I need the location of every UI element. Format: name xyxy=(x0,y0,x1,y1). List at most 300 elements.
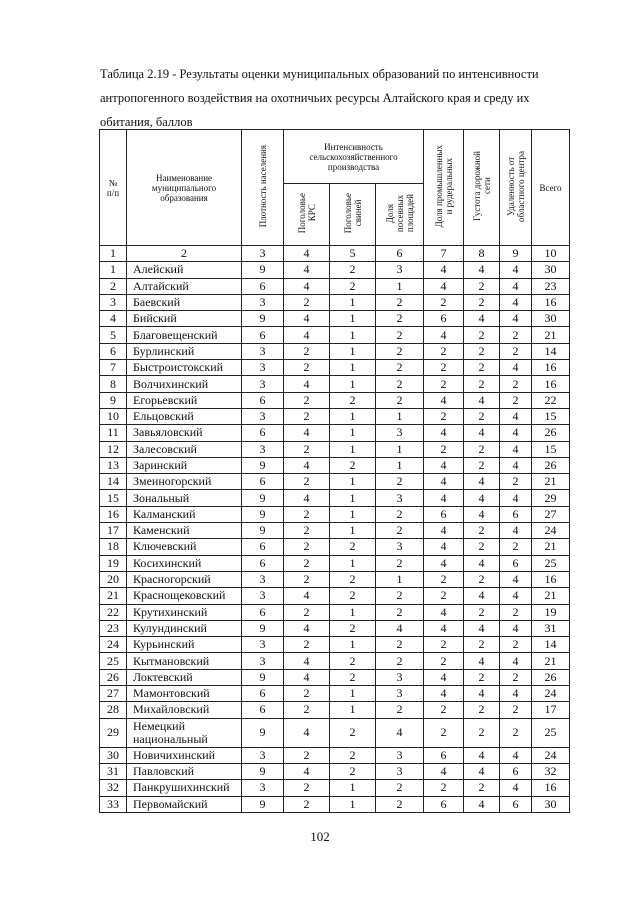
table-cell: 1 xyxy=(330,780,376,796)
table-cell: 24 xyxy=(532,747,570,763)
table-cell: 2 xyxy=(330,278,376,294)
column-numbers-row xyxy=(100,246,570,262)
header-sown: Доля посевных площадей xyxy=(376,184,424,246)
table-cell: 1 xyxy=(330,604,376,620)
table-row xyxy=(100,376,570,392)
table-cell: 1 xyxy=(330,294,376,310)
table-cell: 1 xyxy=(330,523,376,539)
table-cell: 4 xyxy=(284,490,330,506)
table-cell: 4 xyxy=(424,523,464,539)
table-cell: 26 xyxy=(532,457,570,473)
table-cell: 2 xyxy=(284,392,330,408)
column-number: 4 xyxy=(284,246,330,262)
table-cell: 16 xyxy=(532,376,570,392)
table-cell: 4 xyxy=(284,327,330,343)
table-cell: 2 xyxy=(284,747,330,763)
municipality-name: Каменский xyxy=(127,523,242,539)
table-row xyxy=(100,555,570,571)
table-cell: 9 xyxy=(242,523,284,539)
table-cell: 4 xyxy=(284,763,330,779)
table-cell: 21 xyxy=(100,588,127,604)
table-cell: 2 xyxy=(424,637,464,653)
table-cell: 2 xyxy=(284,604,330,620)
table-cell: 9 xyxy=(242,457,284,473)
table-cell: 2 xyxy=(284,506,330,522)
table-cell: 16 xyxy=(532,780,570,796)
table-cell: 15 xyxy=(532,408,570,424)
table-cell: 2 xyxy=(464,702,500,718)
table-cell: 3 xyxy=(376,425,424,441)
table-row xyxy=(100,490,570,506)
table-cell: 4 xyxy=(500,311,532,327)
table-cell: 4 xyxy=(464,425,500,441)
table-cell: 4 xyxy=(464,311,500,327)
table-cell: 1 xyxy=(330,796,376,812)
table-cell: 21 xyxy=(532,588,570,604)
table-cell: 2 xyxy=(424,360,464,376)
table-cell: 6 xyxy=(424,747,464,763)
municipality-name: Кытмановский xyxy=(127,653,242,669)
table-cell: 6 xyxy=(242,555,284,571)
table-cell: 4 xyxy=(500,571,532,587)
table-cell: 4 xyxy=(500,441,532,457)
table-row xyxy=(100,294,570,310)
table-cell: 2 xyxy=(500,474,532,490)
table-cell: 20 xyxy=(100,571,127,587)
table-cell: 28 xyxy=(100,702,127,718)
table-cell: 1 xyxy=(376,278,424,294)
table-cell: 6 xyxy=(100,343,127,359)
table-cell: 2 xyxy=(330,669,376,685)
municipality-name: Баевский xyxy=(127,294,242,310)
table-cell: 26 xyxy=(532,669,570,685)
column-number: 1 xyxy=(100,246,127,262)
table-cell: 4 xyxy=(500,747,532,763)
column-number: 8 xyxy=(464,246,500,262)
municipality-name: Зональный xyxy=(127,490,242,506)
table-cell: 2 xyxy=(500,343,532,359)
table-cell: 4 xyxy=(500,523,532,539)
table-cell: 2 xyxy=(284,294,330,310)
table-cell: 9 xyxy=(242,796,284,812)
column-number: 7 xyxy=(424,246,464,262)
table-cell: 27 xyxy=(100,686,127,702)
table-cell: 2 xyxy=(424,408,464,424)
table-cell: 2 xyxy=(376,294,424,310)
table-cell: 2 xyxy=(330,571,376,587)
table-cell: 4 xyxy=(424,555,464,571)
table-row xyxy=(100,311,570,327)
table-row xyxy=(100,327,570,343)
table-cell: 2 xyxy=(376,555,424,571)
header-distance: Удаленность от областного центра xyxy=(500,130,532,246)
table-cell: 4 xyxy=(284,376,330,392)
table-cell: 22 xyxy=(100,604,127,620)
table-cell: 4 xyxy=(376,620,424,636)
table-row xyxy=(100,360,570,376)
table-row xyxy=(100,262,570,278)
table-cell: 6 xyxy=(242,327,284,343)
table-row xyxy=(100,702,570,718)
table-cell: 4 xyxy=(284,311,330,327)
table-cell: 30 xyxy=(100,747,127,763)
table-cell: 2 xyxy=(284,637,330,653)
table-cell: 2 xyxy=(376,523,424,539)
table-row xyxy=(100,653,570,669)
municipality-name: Мамонтовский xyxy=(127,686,242,702)
table-cell: 1 xyxy=(330,506,376,522)
table-cell: 2 xyxy=(330,653,376,669)
table-cell: 4 xyxy=(464,796,500,812)
municipality-name: Бийский xyxy=(127,311,242,327)
table-cell: 21 xyxy=(532,327,570,343)
table-cell: 1 xyxy=(376,571,424,587)
table-cell: 3 xyxy=(376,763,424,779)
table-cell: 4 xyxy=(424,620,464,636)
table-cell: 4 xyxy=(424,262,464,278)
table-cell: 2 xyxy=(464,343,500,359)
table-cell: 2 xyxy=(500,392,532,408)
table-cell: 2 xyxy=(464,669,500,685)
table-cell: 2 xyxy=(330,539,376,555)
table-cell: 6 xyxy=(500,796,532,812)
table-cell: 8 xyxy=(100,376,127,392)
municipality-name: Змеиногорский xyxy=(127,474,242,490)
table-cell: 4 xyxy=(464,555,500,571)
table-cell: 16 xyxy=(100,506,127,522)
municipality-name: Курьинский xyxy=(127,637,242,653)
table-cell: 9 xyxy=(242,262,284,278)
table-cell: 4 xyxy=(500,408,532,424)
table-cell: 2 xyxy=(424,780,464,796)
table-cell: 3 xyxy=(242,637,284,653)
table-cell: 19 xyxy=(100,555,127,571)
table-cell: 2 xyxy=(500,702,532,718)
table-row xyxy=(100,637,570,653)
table-cell: 3 xyxy=(376,669,424,685)
header-roads: Густота дорожной сети xyxy=(464,130,500,246)
table-cell: 32 xyxy=(100,780,127,796)
column-number: 9 xyxy=(500,246,532,262)
municipality-name: Первомайский xyxy=(127,796,242,812)
header-total: Всего xyxy=(532,130,570,246)
table-cell: 22 xyxy=(532,392,570,408)
table-cell: 2 xyxy=(424,571,464,587)
table-row xyxy=(100,278,570,294)
table-cell: 2 xyxy=(376,653,424,669)
table-cell: 4 xyxy=(424,686,464,702)
table-cell: 30 xyxy=(532,262,570,278)
table-cell: 6 xyxy=(424,506,464,522)
table-cell: 9 xyxy=(242,506,284,522)
table-cell: 4 xyxy=(500,425,532,441)
column-number: 10 xyxy=(532,246,570,262)
table-cell: 3 xyxy=(242,294,284,310)
table-cell: 23 xyxy=(532,278,570,294)
table-cell: 2 xyxy=(424,718,464,747)
table-cell: 2 xyxy=(424,376,464,392)
table-cell: 4 xyxy=(500,588,532,604)
table-cell: 2 xyxy=(376,360,424,376)
table-cell: 2 xyxy=(330,262,376,278)
table-cell: 6 xyxy=(242,425,284,441)
table-cell: 4 xyxy=(424,278,464,294)
table-cell: 2 xyxy=(376,604,424,620)
table-cell: 1 xyxy=(330,425,376,441)
table-cell: 2 xyxy=(100,278,127,294)
table-cell: 4 xyxy=(464,620,500,636)
results-table xyxy=(99,129,570,813)
table-cell: 2 xyxy=(376,474,424,490)
table-cell: 2 xyxy=(464,294,500,310)
table-caption xyxy=(100,62,570,134)
table-cell: 31 xyxy=(532,620,570,636)
table-cell: 1 xyxy=(330,376,376,392)
municipality-name: Новичихинский xyxy=(127,747,242,763)
table-cell: 3 xyxy=(100,294,127,310)
table-cell: 16 xyxy=(532,571,570,587)
table-cell: 4 xyxy=(500,686,532,702)
table-cell: 9 xyxy=(242,620,284,636)
table-cell: 4 xyxy=(424,669,464,685)
municipality-name: Алтайский xyxy=(127,278,242,294)
table-cell: 3 xyxy=(242,343,284,359)
table-cell: 2 xyxy=(284,539,330,555)
table-cell: 31 xyxy=(100,763,127,779)
table-cell: 4 xyxy=(500,457,532,473)
table-cell: 21 xyxy=(532,539,570,555)
table-cell: 3 xyxy=(376,539,424,555)
table-row xyxy=(100,604,570,620)
table-cell: 25 xyxy=(100,653,127,669)
table-row xyxy=(100,796,570,812)
table-cell: 2 xyxy=(500,637,532,653)
table-cell: 19 xyxy=(532,604,570,620)
table-cell: 4 xyxy=(500,620,532,636)
table-cell: 2 xyxy=(284,702,330,718)
table-cell: 4 xyxy=(376,718,424,747)
table-row xyxy=(100,686,570,702)
municipality-name: Павловский xyxy=(127,763,242,779)
table-cell: 7 xyxy=(100,360,127,376)
table-cell: 6 xyxy=(242,539,284,555)
table-cell: 4 xyxy=(500,490,532,506)
table-cell: 24 xyxy=(532,686,570,702)
header-num: № п/п xyxy=(100,130,127,246)
table-cell: 2 xyxy=(500,376,532,392)
table-cell: 26 xyxy=(100,669,127,685)
municipality-name: Михайловский xyxy=(127,702,242,718)
table-row xyxy=(100,474,570,490)
table-cell: 4 xyxy=(424,490,464,506)
table-cell: 1 xyxy=(330,555,376,571)
table-cell: 1 xyxy=(100,262,127,278)
municipality-name: Крутихинский xyxy=(127,604,242,620)
table-row xyxy=(100,441,570,457)
header-industrial: Доля промышленных и рудеральных xyxy=(424,130,464,246)
table-cell: 4 xyxy=(284,653,330,669)
table-cell: 3 xyxy=(242,747,284,763)
table-cell: 33 xyxy=(100,796,127,812)
table-cell: 9 xyxy=(242,311,284,327)
table-cell: 2 xyxy=(376,506,424,522)
table-cell: 2 xyxy=(284,441,330,457)
table-cell: 6 xyxy=(242,392,284,408)
table-cell: 4 xyxy=(464,763,500,779)
table-cell: 1 xyxy=(330,343,376,359)
table-cell: 2 xyxy=(464,376,500,392)
table-cell: 2 xyxy=(284,408,330,424)
table-cell: 2 xyxy=(424,702,464,718)
table-cell: 6 xyxy=(242,474,284,490)
table-cell: 3 xyxy=(242,408,284,424)
table-cell: 14 xyxy=(100,474,127,490)
table-cell: 5 xyxy=(100,327,127,343)
caption-line-3: обитания, баллов xyxy=(100,115,193,129)
table-cell: 4 xyxy=(500,653,532,669)
table-cell: 2 xyxy=(376,392,424,408)
table-cell: 4 xyxy=(464,747,500,763)
municipality-name: Быстроистокский xyxy=(127,360,242,376)
table-cell: 1 xyxy=(330,311,376,327)
table-cell: 6 xyxy=(424,796,464,812)
table-cell: 3 xyxy=(376,686,424,702)
table-cell: 1 xyxy=(330,702,376,718)
table-cell: 2 xyxy=(464,441,500,457)
table-cell: 2 xyxy=(284,686,330,702)
table-cell: 1 xyxy=(330,686,376,702)
municipality-name: Егорьевский xyxy=(127,392,242,408)
table-cell: 2 xyxy=(376,702,424,718)
table-cell: 2 xyxy=(464,780,500,796)
table-cell: 2 xyxy=(284,780,330,796)
table-cell: 3 xyxy=(242,780,284,796)
table-cell: 3 xyxy=(242,376,284,392)
table-cell: 21 xyxy=(532,653,570,669)
table-row xyxy=(100,392,570,408)
municipality-name: Немецкий национальный xyxy=(127,718,242,747)
column-number: 6 xyxy=(376,246,424,262)
table-cell: 4 xyxy=(500,294,532,310)
table-cell: 9 xyxy=(242,669,284,685)
table-cell: 13 xyxy=(100,457,127,473)
table-cell: 1 xyxy=(330,441,376,457)
table-cell: 4 xyxy=(464,262,500,278)
table-cell: 1 xyxy=(376,408,424,424)
table-cell: 1 xyxy=(376,457,424,473)
table-cell: 4 xyxy=(464,588,500,604)
column-number: 5 xyxy=(330,246,376,262)
table-row xyxy=(100,408,570,424)
table-cell: 25 xyxy=(532,718,570,747)
table-cell: 2 xyxy=(330,457,376,473)
municipality-name: Калманский xyxy=(127,506,242,522)
table-cell: 1 xyxy=(330,474,376,490)
table-cell: 4 xyxy=(464,506,500,522)
table-cell: 3 xyxy=(242,588,284,604)
table-cell: 4 xyxy=(500,360,532,376)
table-cell: 2 xyxy=(376,588,424,604)
table-cell: 2 xyxy=(284,571,330,587)
table-cell: 2 xyxy=(424,343,464,359)
table-cell: 18 xyxy=(100,539,127,555)
table-cell: 2 xyxy=(464,718,500,747)
table-cell: 3 xyxy=(242,571,284,587)
table-cell: 15 xyxy=(532,441,570,457)
table-body xyxy=(100,246,570,813)
table-cell: 4 xyxy=(100,311,127,327)
municipality-name: Волчихинский xyxy=(127,376,242,392)
table-cell: 2 xyxy=(284,343,330,359)
table-cell: 1 xyxy=(330,408,376,424)
table-row xyxy=(100,669,570,685)
table-cell: 1 xyxy=(330,327,376,343)
table-cell: 3 xyxy=(242,653,284,669)
table-cell: 30 xyxy=(532,796,570,812)
table-cell: 2 xyxy=(284,523,330,539)
table-row xyxy=(100,343,570,359)
municipality-name: Завьяловский xyxy=(127,425,242,441)
table-cell: 4 xyxy=(424,474,464,490)
table-cell: 2 xyxy=(330,392,376,408)
table-cell: 4 xyxy=(424,604,464,620)
municipality-name: Косихинский xyxy=(127,555,242,571)
table-row xyxy=(100,506,570,522)
table-cell: 2 xyxy=(464,278,500,294)
table-row xyxy=(100,588,570,604)
column-number: 2 xyxy=(127,246,242,262)
table-cell: 2 xyxy=(464,408,500,424)
table-cell: 2 xyxy=(330,763,376,779)
table-cell: 4 xyxy=(284,588,330,604)
caption-line-2: антропогенного воздействия на охотничьих ресурсы Алтайского края и среду их xyxy=(100,91,530,105)
table-cell: 2 xyxy=(284,796,330,812)
header-pigs: Поголовье свиней xyxy=(330,184,376,246)
table-cell: 3 xyxy=(376,747,424,763)
table-cell: 2 xyxy=(424,441,464,457)
table-cell: 16 xyxy=(532,294,570,310)
table-cell: 29 xyxy=(100,718,127,747)
table-cell: 2 xyxy=(424,588,464,604)
table-cell: 26 xyxy=(532,425,570,441)
table-cell: 9 xyxy=(242,718,284,747)
table-cell: 11 xyxy=(100,425,127,441)
table-cell: 2 xyxy=(500,539,532,555)
caption-line-1: Таблица 2.19 - Результаты оценки муниципальных образований по интенсивности xyxy=(100,67,539,81)
table-row xyxy=(100,523,570,539)
table-cell: 30 xyxy=(532,311,570,327)
table-cell: 4 xyxy=(284,457,330,473)
table-row xyxy=(100,620,570,636)
table-cell: 2 xyxy=(500,604,532,620)
table-cell: 2 xyxy=(464,457,500,473)
municipality-name: Заринский xyxy=(127,457,242,473)
municipality-name: Краснощековский xyxy=(127,588,242,604)
table-row xyxy=(100,457,570,473)
table-cell: 2 xyxy=(464,637,500,653)
table-cell: 3 xyxy=(376,490,424,506)
table-cell: 4 xyxy=(500,780,532,796)
table-cell: 4 xyxy=(500,262,532,278)
table-row xyxy=(100,425,570,441)
table-cell: 2 xyxy=(464,523,500,539)
table-cell: 1 xyxy=(330,360,376,376)
municipality-name: Кулундинский xyxy=(127,620,242,636)
table-cell: 2 xyxy=(464,571,500,587)
table-cell: 4 xyxy=(284,669,330,685)
table-cell: 2 xyxy=(376,343,424,359)
table-cell: 6 xyxy=(424,311,464,327)
